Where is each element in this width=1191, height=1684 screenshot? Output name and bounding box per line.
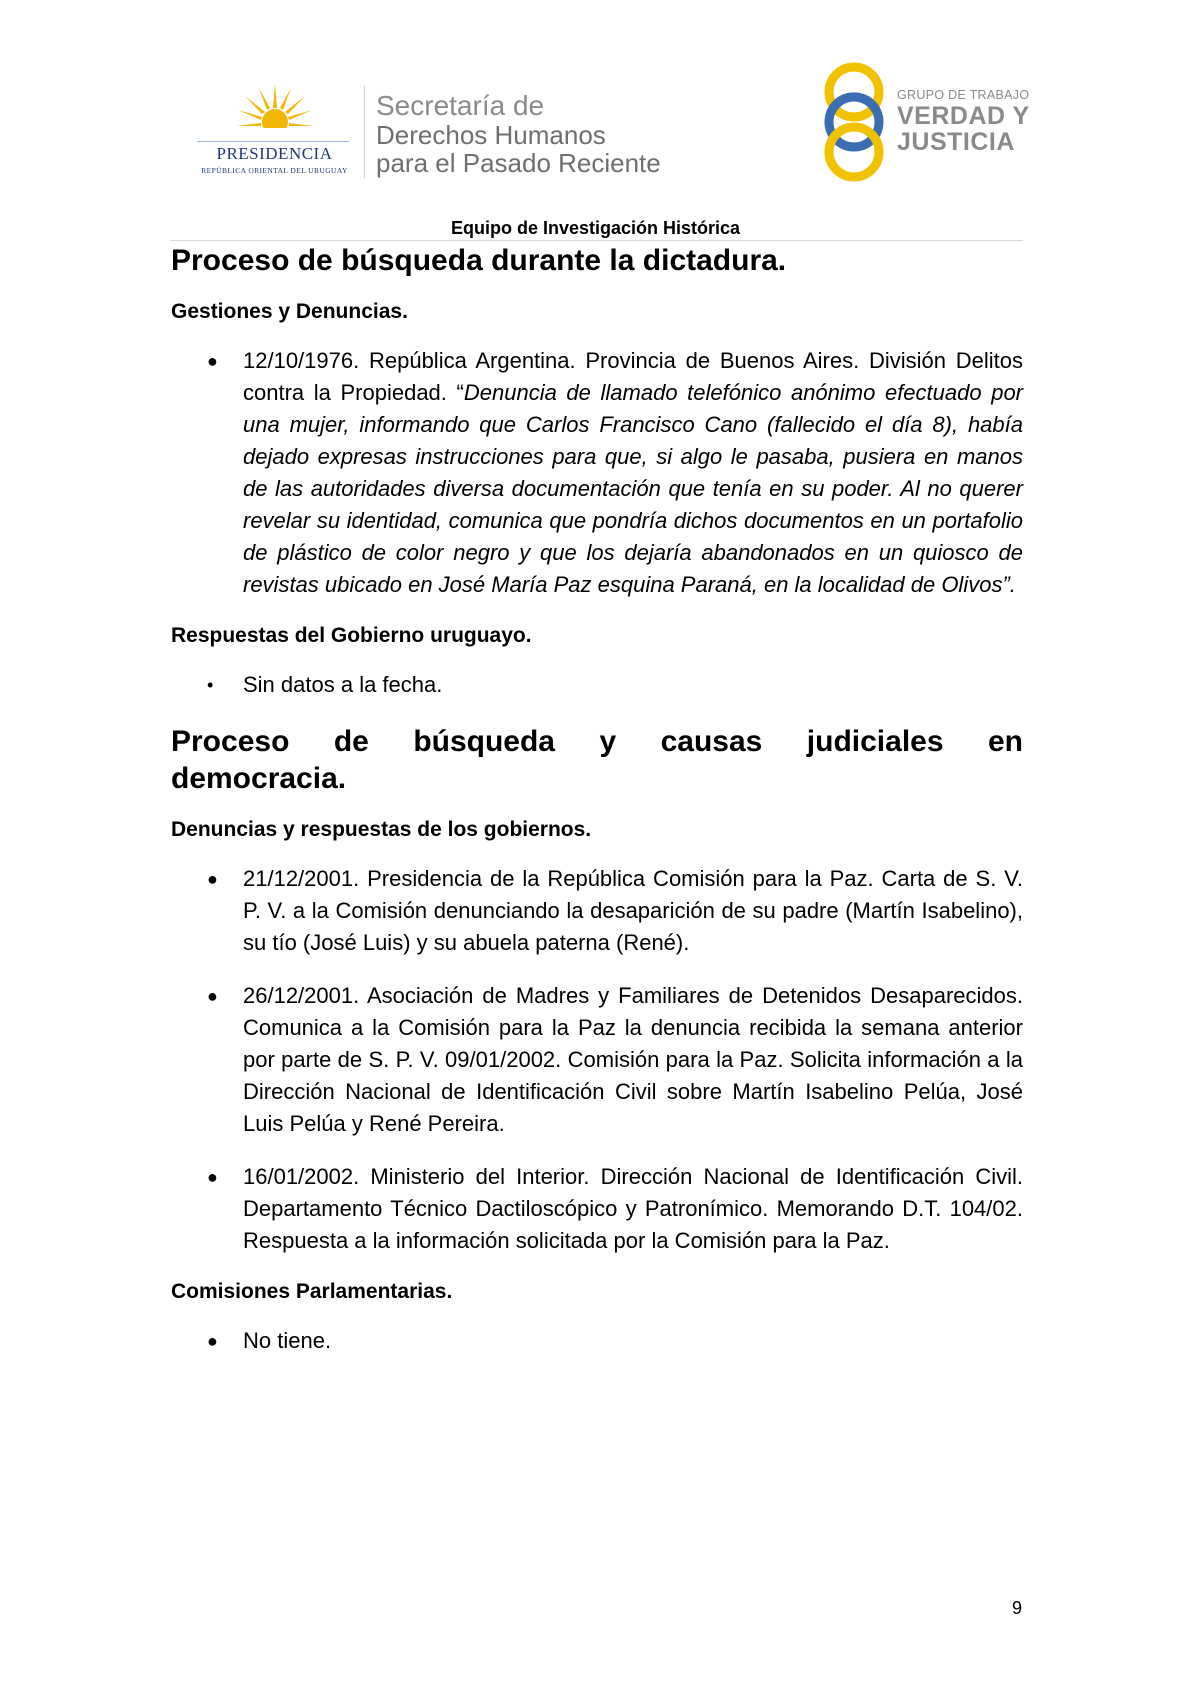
item-text: 16/01/2002. Ministerio del Interior. Dirección Nacional de Identificación Civil. Departamento Técnico Dactiloscópico y Patronímico. Memorando D.T. 104/02. Respuesta a la información solicitada por la Comisión para la Paz. — [243, 1164, 1023, 1253]
section2-title-line1: Proceso de búsqueda y causas judiciales en — [171, 725, 1023, 758]
secretaria-line2: Derechos Humanos — [376, 120, 606, 150]
item-text: No tiene. — [243, 1328, 332, 1353]
list-item — [171, 1161, 1023, 1257]
item-text: 26/12/2001. Asociación de Madres y Familiares de Detenidos Desaparecidos. Comunica a la Comisión para la Paz la denuncia recibida la semana anterior por parte de S. P. V. 09/01/2002. Comisión para la Paz. Solicita información a la Dirección Nacional de Identificación Civil sobre Martín Isabelino Pelúa, José Luis Pelúa y René Pereira. — [243, 983, 1023, 1136]
presidencia-subtitle: REPÚBLICA ORIENTAL DEL URUGUAY — [201, 166, 348, 175]
section2-list-2 — [171, 1325, 1023, 1357]
bullet-icon: ● — [207, 986, 218, 1006]
item-quote: Denuncia de llamado telefónico anónimo efectuado por una mujer, informando que Carlos Francisco Cano (fallecido el día 8), había dejado expresas instrucciones para que, si algo le pasaba, pusiera en manos de las autoridades diversa documentación que tenía en su poder. Al no querer revelar su identidad, comunica que pondría dichos documentos en un portafolio de plástico de color negro y que los dejaría abandonados en un quiosco de revistas ubicado en José María Paz esquina Paraná, en la localidad de Olivos”. — [243, 380, 1024, 597]
section1-title: Proceso de búsqueda durante la dictadura. — [171, 244, 787, 277]
presidencia-rule — [197, 141, 349, 142]
bullet-icon: ● — [207, 1167, 218, 1187]
team-title: Equipo de Investigación Histórica — [450, 218, 741, 238]
secretaria-line1: Secretaría de — [376, 90, 545, 121]
section1-list — [171, 345, 1023, 601]
header-divider — [364, 86, 365, 178]
list-item — [171, 1325, 1023, 1357]
section2-title-line2: democracia. — [171, 762, 347, 795]
gt-title-line2: JUSTICIA — [897, 128, 1015, 156]
list-item — [171, 345, 1023, 601]
page-number: 9 — [1012, 1598, 1023, 1618]
document-body — [171, 242, 1023, 1357]
linked-rings-icon — [822, 58, 892, 183]
verdad-justicia-logo — [822, 58, 1032, 183]
section2-subheading-comisiones: Comisiones Parlamentarias. — [171, 1280, 453, 1303]
presidencia-name: PRESIDENCIA — [216, 144, 333, 163]
page-header — [0, 0, 1191, 240]
item-text: Sin datos a la fecha. — [243, 672, 443, 697]
gt-small-text: GRUPO DE TRABAJO — [897, 88, 1030, 102]
section1-subheading-gestiones: Gestiones y Denuncias. — [171, 300, 408, 323]
section1-list-2 — [171, 669, 1023, 701]
secretaria-logo — [376, 90, 661, 177]
bullet-icon: ● — [207, 869, 218, 889]
section2-list — [171, 863, 1023, 1257]
bullet-icon: • — [207, 675, 214, 695]
item-text: 12/10/1976. República Argentina. Provincia de Buenos Aires. División Delitos contra la Propiedad. “ — [243, 348, 1023, 405]
bullet-icon: ● — [207, 351, 218, 371]
gt-title-line1: VERDAD Y — [897, 102, 1030, 130]
list-item — [171, 863, 1023, 959]
header-rule — [170, 240, 1023, 241]
secretaria-line3: para el Pasado Reciente — [376, 148, 661, 178]
section2-subheading-denuncias: Denuncias y respuestas de los gobiernos. — [171, 818, 592, 841]
list-item — [171, 669, 1023, 701]
section1-subheading-respuestas: Respuestas del Gobierno uruguayo. — [171, 624, 532, 647]
sun-icon — [237, 82, 313, 142]
list-item — [171, 980, 1023, 1140]
presidencia-logo — [197, 82, 352, 177]
bullet-icon: ● — [207, 1331, 218, 1351]
item-text: 21/12/2001. Presidencia de la República Comisión para la Paz. Carta de S. V. P. V. a la Comisión denunciando la desaparición de su padre (Martín Isabelino), su tío (José Luis) y su abuela paterna (René). — [243, 866, 1023, 955]
